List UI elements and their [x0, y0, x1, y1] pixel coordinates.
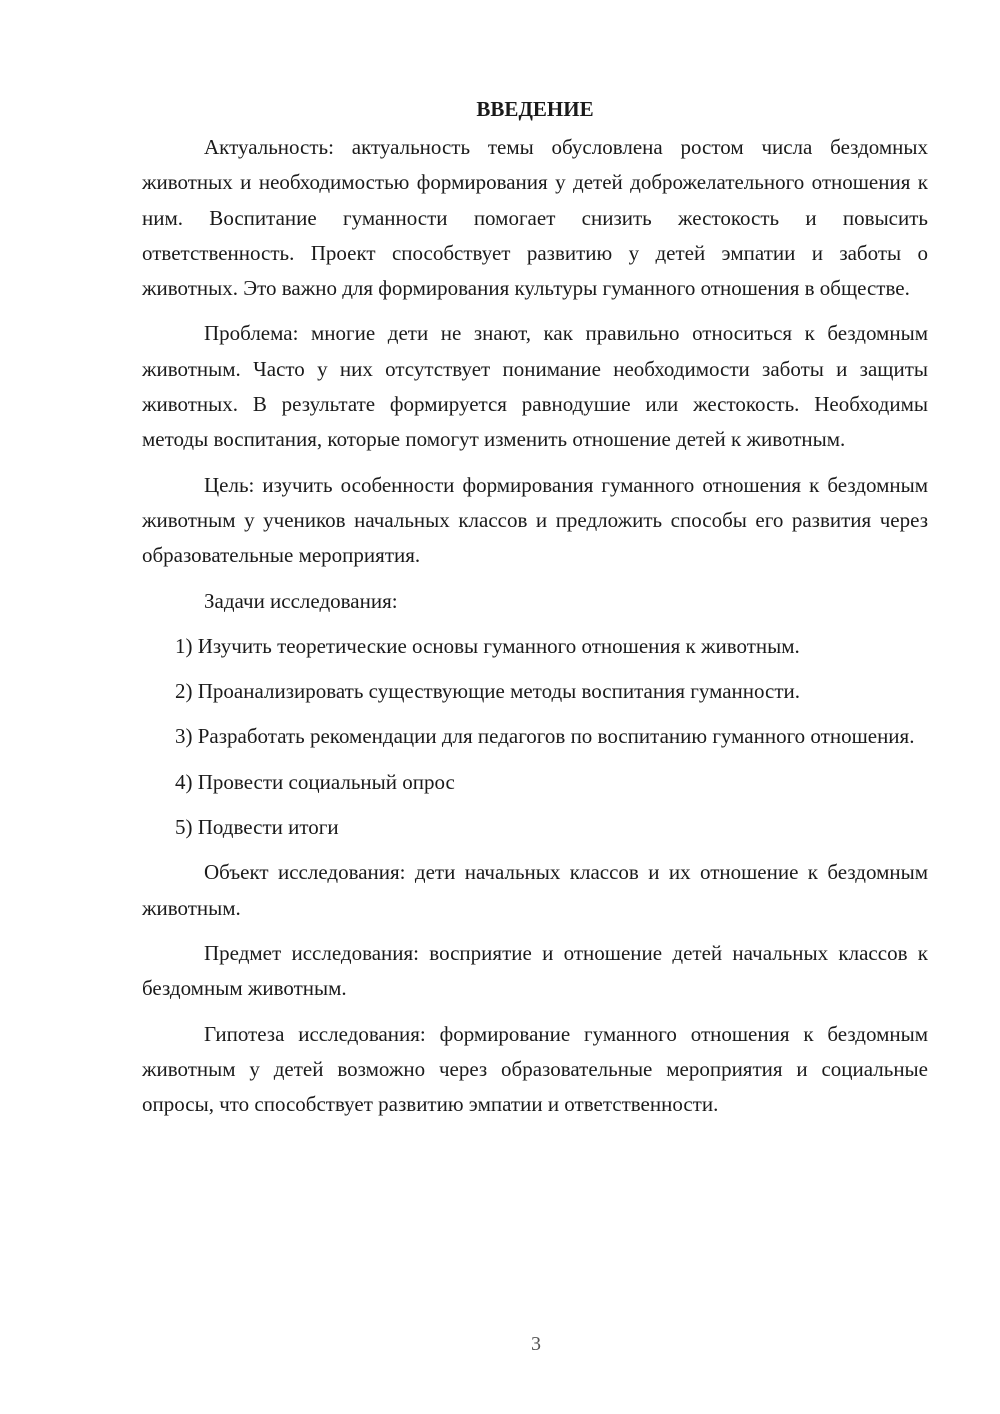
relevance-paragraph: Актуальность: актуальность темы обусловлена ростом числа бездомных животных и необходимостью формирования у детей доброжелательного отношения к ним. Воспитание гуманности помогает снизить жестокость и повысить ответственность. Проект способствует развитию у детей эмпатии и заботы о животных. Это важно для формирования культуры гуманного отношения в обществе. [142, 135, 928, 301]
document-body [142, 92, 928, 1132]
task-item: 5) Подвести итоги [175, 815, 339, 840]
problem-paragraph: Проблема: многие дети не знают, как правильно относиться к бездомным животным. Часто у них отсутствует понимание необходимости заботы и защиты животных. В результате формируется равнодушие или жестокость. Необходимы методы воспитания, которые помогут изменить отношение детей к животным. [142, 321, 928, 452]
hypothesis-paragraph: Гипотеза исследования: формирование гуманного отношения к бездомным животным у детей возможно через образовательные мероприятия и социальные опросы, что способствует развитию эмпатии и ответственности. [142, 1021, 928, 1117]
task-item: 1) Изучить теоретические основы гуманного отношения к животным. [175, 633, 800, 658]
task-item: 4) Провести социальный опрос [175, 769, 455, 794]
tasks-heading: Задачи исследования: [204, 588, 398, 613]
section-title: ВВЕДЕНИЕ [476, 97, 594, 121]
task-item: 2) Проанализировать существующие методы воспитания гуманности. [175, 679, 801, 704]
task-item: 3) Разработать рекомендации для педагогов по воспитанию гуманного отношения. [175, 724, 915, 749]
subject-paragraph: Предмет исследования: восприятие и отношение детей начальных классов к бездомным животным. [142, 940, 928, 1001]
page-number: 3 [531, 1333, 541, 1355]
object-paragraph: Объект исследования: дети начальных классов и их отношение к бездомным животным. [142, 860, 928, 920]
goal-paragraph: Цель: изучить особенности формирования гуманного отношения к бездомным животным у учеников начальных классов и предложить способы его развития через образовательные мероприятия. [142, 472, 928, 568]
